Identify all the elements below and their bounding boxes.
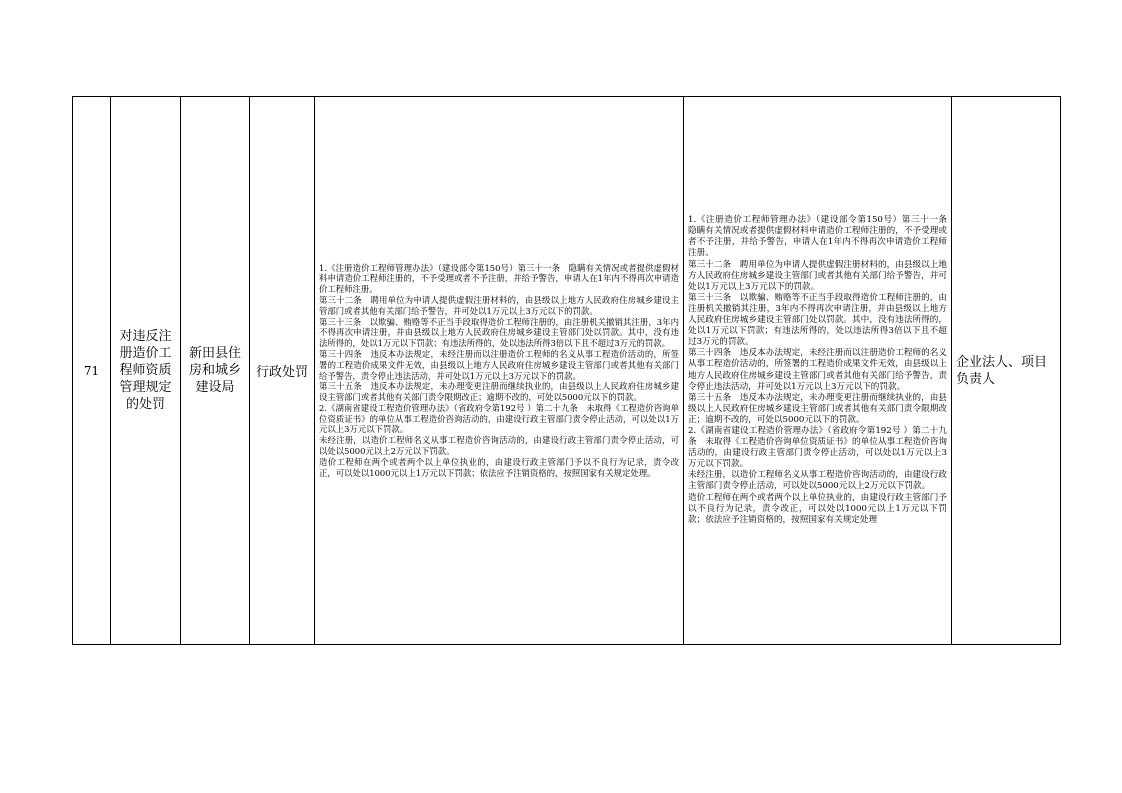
penalty-type-cell — [250, 97, 315, 645]
row-number: 71 — [83, 363, 100, 378]
table-row — [73, 97, 1061, 645]
row-number-cell — [73, 97, 111, 645]
legal-basis-paragraph: 造价工程师在两个或者两个以上单位执业的，由建设行政主管部门予以不良行为记录，责令改正，可以处以1000元以上1万元以下罚款；依法应予注销资格的，按照国家有关规定处理。 — [319, 456, 679, 478]
legal-basis-cell — [315, 97, 684, 645]
penalty-standard-paragraph: 第三十四条 违反本办法规定，未经注册而以注册造价工程师的名义从事工程造价活动的，所签署的工程造价成果文件无效，由县级以上地方人民政府住房城乡建设主管部门或者其他有关部门给予警告，责令停止违法活动，并可处以1万元以上3万元以下的罚款。 — [688, 348, 947, 392]
legal-basis-text — [315, 263, 683, 479]
penalty-standard-paragraph: 未经注册，以造价工程师名义从事工程造价咨询活动的，由建设行政主管部门责令停止活动，可以处以5000元以上2万元以下罚款。 — [688, 470, 947, 492]
responsible-party-cell — [952, 97, 1061, 645]
penalty-table — [72, 96, 1061, 645]
penalty-standard-cell — [684, 97, 956, 645]
item-name: 对违反注册造价工程师资质管理规定的处罚 — [119, 329, 172, 412]
legal-basis-paragraph: 第三十三条 以欺骗、贿赂等不正当手段取得造价工程师注册的，由注册机关撤销其注册，3年内不得再次申请注册，并由县级以上地方人民政府住房城乡建设主管部门处以罚款。其中，没有违法所得的，处以1万元以下罚款；有违法所得的，处以违法所得3倍以下且不超过3万元的罚款。 — [319, 316, 679, 349]
department-cell — [181, 97, 250, 645]
legal-basis-paragraph: 第三十四条 违反本办法规定，未经注册而以注册造价工程师的名义从事工程造价活动的，所签署的工程造价成果文件无效，由县级以上地方人民政府住房城乡建设主管部门或者其他有关部门给予警告，责令停止违法活动，并可处以1万元以上3万元以下的罚款。 — [319, 348, 679, 381]
legal-basis-paragraph: 未经注册，以造价工程师名义从事工程造价咨询活动的，由建设行政主管部门责令停止活动，可以处以5000元以上2万元以下罚款。 — [319, 435, 679, 457]
penalty-standard-paragraph: 1.《注册造价工程师管理办法》（建设部令第150号）第三十一条 隐瞒有关情况或者提供虚假材料申请造价工程师注册的，不予受理或者不予注册，并给予警告，申请人在1年内不得再次申请造价工程师注册。 — [688, 215, 956, 259]
penalty-standard-paragraph: 第三十二条 聘用单位为申请人提供虚假注册材料的，由县级以上地方人民政府住房城乡建设主管部门或者其他有关部门给予警告，并可处以1万元以上3万元以下的罚款。 — [688, 259, 947, 292]
penalty-standard-paragraph: 第三十五条 违反本办法规定，未办理变更注册而继续执业的，由县级以上人民政府住房城乡建设主管部门或者其他有关部门责令限期改正；逾期不改的，可处以5000元以下的罚款。 — [688, 392, 947, 425]
legal-basis-paragraph: 2.《湖南省建设工程造价管理办法》（省政府令第192号 ）第二十九条 未取得《工程造价咨询单位资质证书》的单位从事工程造价咨询活动的，由建设行政主管部门责令停止活动，可以处以1万元以上3万元以下罚款。 — [319, 402, 679, 435]
penalty-standard-paragraph: 第三十三条 以欺骗、贿赂等不正当手段取得造价工程师注册的，由注册机关撤销其注册，3年内不得再次申请注册，并由县级以上地方人民政府住房城乡建设主管部门处以罚款。其中，没有违法所得的，处以1万元以下罚款；有违法所得的，处以违法所得3倍以下且不超过3万元的罚款。 — [688, 292, 947, 348]
responsible-party: 企业法人、项目负责人 — [956, 354, 1048, 387]
department-name: 新田县住房和城乡建设局 — [188, 346, 241, 395]
legal-basis-paragraph: 第三十五条 违反本办法规定，未办理变更注册而继续执业的，由县级以上人民政府住房城乡建设主管部门或者其他有关部门责令限期改正；逾期不改的，可处以5000元以下的罚款。 — [319, 381, 679, 403]
legal-basis-paragraph: 第三十二条 聘用单位为申请人提供虚假注册材料的，由县级以上地方人民政府住房城乡建设主管部门或者其他有关部门给予警告，并可处以1万元以上3万元以下的罚款。 — [319, 294, 679, 316]
penalty-standard-paragraph: 造价工程师在两个或者两个以上单位执业的，由建设行政主管部门予以不良行为记录，责令改正，可以处以1000元以上1万元以下罚款；依法应予注销资格的，按照国家有关规定处理 — [688, 492, 947, 525]
item-name-cell — [111, 97, 181, 645]
legal-basis-paragraph: 1.《注册造价工程师管理办法》（建设部令第150号）第三十一条 隐瞒有关情况或者提供虚假材料申请造价工程师注册的，不予受理或者不予注册，并给予警告，申请人在1年内不得再次申请造价工程师注册。 — [319, 262, 679, 295]
penalty-standard-paragraph: 2.《湖南省建设工程造价管理办法》（省政府令第192号 ）第二十九条 未取得《工程造价咨询单位资质证书》的单位从事工程造价咨询活动的，由建设行政主管部门责令停止活动，可以处以1万元以上3万元以下罚款。 — [688, 425, 947, 470]
penalty-type: 行政处罚 — [255, 365, 308, 380]
penalty-standard-text — [684, 215, 956, 526]
